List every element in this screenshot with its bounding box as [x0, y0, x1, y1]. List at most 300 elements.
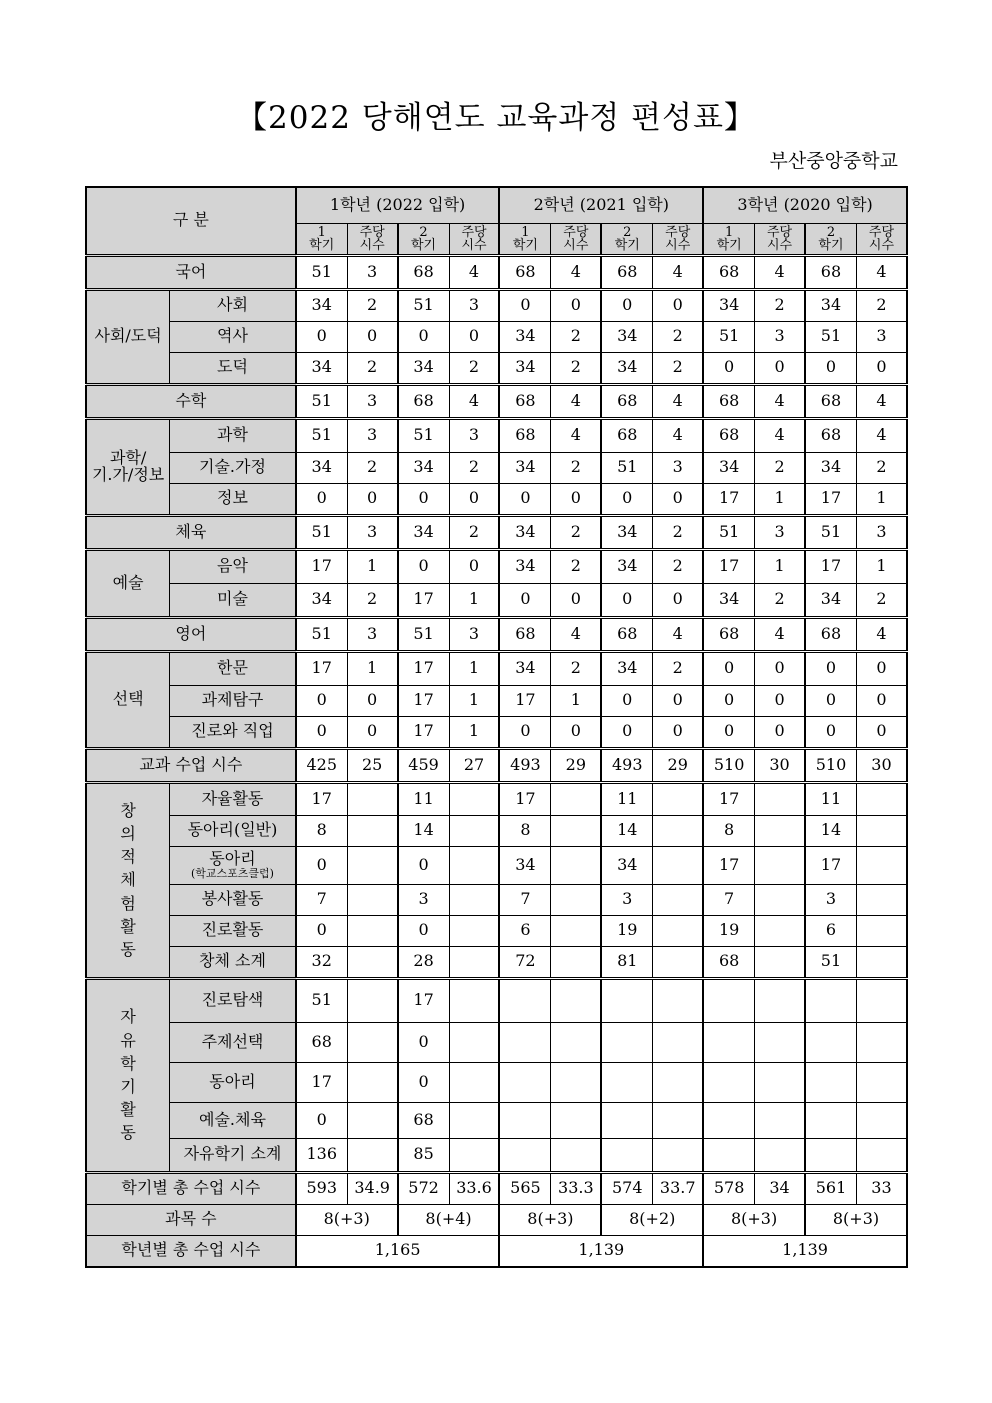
value-cell: 4 — [653, 384, 703, 418]
value-cell: 1 — [449, 651, 499, 685]
value-cell: 51 — [805, 515, 856, 549]
empty-cell — [856, 946, 907, 978]
value-cell: 1,165 — [296, 1235, 500, 1267]
empty-cell — [347, 978, 397, 1022]
table-row — [86, 978, 907, 1022]
value-cell: 2 — [347, 289, 397, 321]
row-label: 과학 — [170, 418, 296, 452]
value-cell: 0 — [398, 483, 449, 515]
header-sem1: 1 학기 — [703, 223, 754, 255]
value-cell: 2 — [551, 321, 601, 352]
value-cell: 34 — [499, 321, 550, 352]
value-cell: 14 — [398, 815, 449, 846]
empty-cell — [755, 846, 805, 884]
value-cell: 1 — [347, 549, 397, 583]
value-cell: 17 — [805, 846, 856, 884]
empty-cell — [499, 978, 550, 1022]
table-row — [86, 483, 907, 515]
value-cell: 68 — [703, 255, 754, 289]
value-cell: 1,139 — [499, 1235, 703, 1267]
row-label: 수학 — [86, 384, 296, 418]
table-row — [86, 384, 907, 418]
value-cell: 68 — [703, 418, 754, 452]
value-cell: 34 — [398, 515, 449, 549]
value-cell: 68 — [601, 255, 652, 289]
value-cell: 29 — [551, 748, 601, 782]
empty-cell — [601, 1062, 652, 1102]
value-cell: 510 — [805, 748, 856, 782]
value-cell: 7 — [499, 884, 550, 915]
header-sem2: 2 학기 — [601, 223, 652, 255]
header-weekly: 주당 시수 — [551, 223, 601, 255]
value-cell: 2 — [755, 583, 805, 617]
value-cell: 0 — [703, 352, 754, 384]
empty-cell — [499, 1138, 550, 1172]
value-cell: 25 — [347, 748, 397, 782]
value-cell: 0 — [296, 915, 347, 946]
value-cell: 34 — [296, 352, 347, 384]
empty-cell — [601, 978, 652, 1022]
empty-cell — [449, 846, 499, 884]
empty-cell — [755, 946, 805, 978]
empty-cell — [449, 1062, 499, 1102]
value-cell: 51 — [805, 321, 856, 352]
value-cell: 4 — [551, 418, 601, 452]
value-cell: 11 — [805, 782, 856, 815]
value-cell: 4 — [755, 384, 805, 418]
value-cell: 51 — [296, 617, 347, 651]
value-cell: 68 — [398, 255, 449, 289]
empty-cell — [551, 915, 601, 946]
value-cell: 2 — [347, 452, 397, 483]
value-cell: 3 — [347, 515, 397, 549]
row-label: 영어 — [86, 617, 296, 651]
row-label: 국어 — [86, 255, 296, 289]
value-cell: 0 — [296, 1102, 347, 1138]
value-cell: 0 — [449, 483, 499, 515]
value-cell: 8(+3) — [703, 1204, 805, 1235]
empty-cell — [449, 915, 499, 946]
value-cell: 51 — [398, 418, 449, 452]
empty-cell — [703, 1102, 754, 1138]
value-cell: 51 — [296, 515, 347, 549]
empty-cell — [551, 884, 601, 915]
value-cell: 0 — [856, 685, 907, 716]
empty-cell — [805, 978, 856, 1022]
value-cell: 0 — [601, 583, 652, 617]
row-label: 창체 소계 — [170, 946, 296, 978]
header-sem2: 2 학기 — [805, 223, 856, 255]
row-label: 자유학기 소계 — [170, 1138, 296, 1172]
empty-cell — [856, 1062, 907, 1102]
value-cell: 34 — [805, 583, 856, 617]
table-row — [86, 1022, 907, 1062]
value-cell: 27 — [449, 748, 499, 782]
group-label: 선택 — [86, 651, 170, 748]
value-cell: 34 — [601, 515, 652, 549]
value-cell: 0 — [296, 685, 347, 716]
empty-cell — [347, 846, 397, 884]
value-cell: 4 — [449, 384, 499, 418]
empty-cell — [551, 946, 601, 978]
empty-cell — [755, 815, 805, 846]
row-label: 과제탐구 — [170, 685, 296, 716]
value-cell: 0 — [755, 651, 805, 685]
empty-cell — [703, 978, 754, 1022]
value-cell: 2 — [856, 452, 907, 483]
value-cell: 0 — [551, 583, 601, 617]
value-cell: 34 — [601, 549, 652, 583]
value-cell: 2 — [449, 352, 499, 384]
empty-cell — [653, 1062, 703, 1102]
empty-cell — [449, 1102, 499, 1138]
empty-cell — [856, 815, 907, 846]
value-cell: 0 — [347, 483, 397, 515]
table-row — [86, 946, 907, 978]
row-label: 학기별 총 수업 시수 — [86, 1172, 296, 1204]
value-cell: 0 — [601, 289, 652, 321]
empty-cell — [856, 1102, 907, 1138]
value-cell: 51 — [601, 452, 652, 483]
value-cell: 2 — [653, 352, 703, 384]
value-cell: 593 — [296, 1172, 347, 1204]
header-category: 구 분 — [86, 187, 296, 255]
row-label: 주제선택 — [170, 1022, 296, 1062]
value-cell: 30 — [856, 748, 907, 782]
table-row — [86, 651, 907, 685]
value-cell: 7 — [703, 884, 754, 915]
value-cell: 0 — [601, 716, 652, 748]
value-cell: 4 — [551, 617, 601, 651]
value-cell: 29 — [653, 748, 703, 782]
empty-cell — [755, 782, 805, 815]
value-cell: 1 — [449, 716, 499, 748]
value-cell: 2 — [551, 452, 601, 483]
empty-cell — [551, 1138, 601, 1172]
empty-cell — [653, 978, 703, 1022]
page-title: 【2022 당해연도 교육과정 편성표】 — [236, 100, 756, 136]
value-cell: 68 — [703, 946, 754, 978]
empty-cell — [805, 1022, 856, 1062]
value-cell: 510 — [703, 748, 754, 782]
value-cell: 33.3 — [551, 1172, 601, 1204]
row-label: 학년별 총 수업 시수 — [86, 1235, 296, 1267]
value-cell: 8(+4) — [398, 1204, 500, 1235]
empty-cell — [653, 915, 703, 946]
value-cell: 4 — [551, 255, 601, 289]
value-cell: 34 — [703, 452, 754, 483]
value-cell: 34 — [499, 515, 550, 549]
header-weekly: 주당 시수 — [653, 223, 703, 255]
empty-cell — [347, 1022, 397, 1062]
value-cell: 17 — [398, 685, 449, 716]
empty-cell — [347, 946, 397, 978]
empty-cell — [449, 946, 499, 978]
value-cell: 68 — [499, 617, 550, 651]
value-cell: 136 — [296, 1138, 347, 1172]
value-cell: 17 — [703, 549, 754, 583]
group-label: 예술 — [86, 549, 170, 617]
value-cell: 2 — [449, 515, 499, 549]
empty-cell — [653, 884, 703, 915]
table-row — [86, 915, 907, 946]
header-sem1: 1 학기 — [296, 223, 347, 255]
empty-cell — [551, 1102, 601, 1138]
value-cell: 0 — [398, 1062, 449, 1102]
empty-cell — [449, 815, 499, 846]
empty-cell — [347, 915, 397, 946]
value-cell: 34 — [398, 452, 449, 483]
value-cell: 3 — [856, 515, 907, 549]
value-cell: 8 — [703, 815, 754, 846]
value-cell: 68 — [805, 255, 856, 289]
empty-cell — [347, 1138, 397, 1172]
school-name: 부산중앙중학교 — [769, 150, 898, 172]
value-cell: 1 — [856, 483, 907, 515]
value-cell: 2 — [653, 515, 703, 549]
value-cell: 561 — [805, 1172, 856, 1204]
value-cell: 8(+3) — [499, 1204, 601, 1235]
value-cell: 0 — [398, 1022, 449, 1062]
value-cell: 33.6 — [449, 1172, 499, 1204]
value-cell: 459 — [398, 748, 449, 782]
value-cell: 572 — [398, 1172, 449, 1204]
value-cell: 34 — [601, 321, 652, 352]
value-cell: 8 — [296, 815, 347, 846]
value-cell: 0 — [653, 685, 703, 716]
empty-cell — [653, 846, 703, 884]
value-cell: 0 — [398, 321, 449, 352]
row-label: 기술.가정 — [170, 452, 296, 483]
value-cell: 30 — [755, 748, 805, 782]
value-cell: 34 — [805, 452, 856, 483]
table-row — [86, 289, 907, 321]
value-cell: 51 — [296, 978, 347, 1022]
value-cell: 1 — [755, 549, 805, 583]
value-cell: 51 — [398, 617, 449, 651]
value-cell: 7 — [296, 884, 347, 915]
value-cell: 8 — [499, 815, 550, 846]
empty-cell — [805, 1062, 856, 1102]
table-row — [86, 1138, 907, 1172]
value-cell: 0 — [856, 651, 907, 685]
empty-cell — [755, 884, 805, 915]
value-cell: 0 — [449, 549, 499, 583]
empty-cell — [347, 815, 397, 846]
empty-cell — [856, 1138, 907, 1172]
value-cell: 32 — [296, 946, 347, 978]
value-cell: 72 — [499, 946, 550, 978]
header-grade: 1학년 (2022 입학) — [296, 187, 500, 223]
value-cell: 17 — [703, 782, 754, 815]
value-cell: 17 — [805, 549, 856, 583]
value-cell: 3 — [347, 255, 397, 289]
value-cell: 17 — [296, 549, 347, 583]
value-cell: 1 — [551, 685, 601, 716]
value-cell: 4 — [856, 384, 907, 418]
empty-cell — [755, 1062, 805, 1102]
value-cell: 2 — [653, 549, 703, 583]
empty-cell — [856, 978, 907, 1022]
value-cell: 2 — [347, 583, 397, 617]
table-row — [86, 782, 907, 815]
empty-cell — [653, 815, 703, 846]
value-cell: 3 — [347, 617, 397, 651]
value-cell: 33.7 — [653, 1172, 703, 1204]
table-row — [86, 1204, 907, 1235]
empty-cell — [551, 782, 601, 815]
value-cell: 17 — [805, 483, 856, 515]
table-row — [86, 617, 907, 651]
table-row — [86, 515, 907, 549]
row-label: 과목 수 — [86, 1204, 296, 1235]
value-cell: 4 — [653, 255, 703, 289]
value-cell: 0 — [755, 685, 805, 716]
value-cell: 2 — [856, 289, 907, 321]
value-cell: 34 — [296, 289, 347, 321]
row-label: 진로와 직업 — [170, 716, 296, 748]
empty-cell — [856, 846, 907, 884]
value-cell: 1 — [449, 583, 499, 617]
value-cell: 0 — [347, 321, 397, 352]
empty-cell — [449, 782, 499, 815]
value-cell: 1 — [755, 483, 805, 515]
value-cell: 2 — [755, 289, 805, 321]
value-cell: 14 — [805, 815, 856, 846]
value-cell: 3 — [398, 884, 449, 915]
value-cell: 51 — [805, 946, 856, 978]
table-row — [86, 321, 907, 352]
value-cell: 4 — [856, 418, 907, 452]
value-cell: 14 — [601, 815, 652, 846]
value-cell: 51 — [703, 515, 754, 549]
value-cell: 0 — [398, 549, 449, 583]
value-cell: 28 — [398, 946, 449, 978]
value-cell: 493 — [499, 748, 550, 782]
value-cell: 68 — [601, 418, 652, 452]
empty-cell — [703, 1138, 754, 1172]
value-cell: 0 — [856, 716, 907, 748]
value-cell: 34 — [805, 289, 856, 321]
empty-cell — [499, 1102, 550, 1138]
group-label-free: 자 유 학 기 활 동 — [86, 978, 170, 1172]
group-label: 과학/ 기.가/정보 — [86, 418, 170, 515]
empty-cell — [449, 1022, 499, 1062]
value-cell: 565 — [499, 1172, 550, 1204]
curriculum-table — [85, 186, 908, 1268]
row-label: 동아리 — [170, 1062, 296, 1102]
empty-cell — [653, 782, 703, 815]
value-cell: 34 — [296, 583, 347, 617]
value-cell: 68 — [703, 384, 754, 418]
value-cell: 0 — [755, 716, 805, 748]
value-cell: 8(+2) — [601, 1204, 703, 1235]
value-cell: 17 — [398, 583, 449, 617]
value-cell: 68 — [499, 418, 550, 452]
value-cell: 0 — [296, 716, 347, 748]
value-cell: 0 — [653, 289, 703, 321]
row-label: 도덕 — [170, 352, 296, 384]
empty-cell — [653, 1022, 703, 1062]
table-row — [86, 549, 907, 583]
empty-cell — [347, 782, 397, 815]
row-label: 동아리(일반) — [170, 815, 296, 846]
value-cell: 0 — [296, 846, 347, 884]
row-label: 진로활동 — [170, 915, 296, 946]
value-cell: 4 — [449, 255, 499, 289]
value-cell: 68 — [601, 384, 652, 418]
value-cell: 17 — [398, 978, 449, 1022]
value-cell: 3 — [755, 515, 805, 549]
value-cell: 51 — [296, 255, 347, 289]
value-cell: 3 — [601, 884, 652, 915]
value-cell: 1 — [856, 549, 907, 583]
value-cell: 68 — [805, 418, 856, 452]
value-cell: 0 — [551, 289, 601, 321]
value-cell: 0 — [551, 716, 601, 748]
value-cell: 1 — [449, 685, 499, 716]
value-cell: 0 — [755, 352, 805, 384]
table-row — [86, 1235, 907, 1267]
value-cell: 0 — [347, 716, 397, 748]
value-cell: 17 — [398, 651, 449, 685]
row-label: 체육 — [86, 515, 296, 549]
value-cell: 17 — [703, 483, 754, 515]
value-cell: 6 — [499, 915, 550, 946]
value-cell: 68 — [601, 617, 652, 651]
value-cell: 4 — [856, 617, 907, 651]
value-cell: 34 — [499, 352, 550, 384]
value-cell: 34 — [499, 452, 550, 483]
value-cell: 11 — [601, 782, 652, 815]
value-cell: 3 — [856, 321, 907, 352]
value-cell: 4 — [755, 617, 805, 651]
value-cell: 51 — [398, 289, 449, 321]
value-cell: 34 — [601, 651, 652, 685]
row-label: 봉사활동 — [170, 884, 296, 915]
value-cell: 68 — [499, 255, 550, 289]
value-cell: 4 — [755, 255, 805, 289]
empty-cell — [703, 1062, 754, 1102]
value-cell: 34 — [398, 352, 449, 384]
value-cell: 2 — [347, 352, 397, 384]
value-cell: 3 — [347, 384, 397, 418]
empty-cell — [856, 782, 907, 815]
table-row — [86, 815, 907, 846]
table-row — [86, 748, 907, 782]
value-cell: 0 — [653, 716, 703, 748]
value-cell: 4 — [551, 384, 601, 418]
value-cell: 2 — [551, 352, 601, 384]
value-cell: 6 — [805, 915, 856, 946]
value-cell: 425 — [296, 748, 347, 782]
value-cell: 3 — [347, 418, 397, 452]
value-cell: 0 — [296, 483, 347, 515]
value-cell: 17 — [296, 1062, 347, 1102]
value-cell: 0 — [601, 483, 652, 515]
value-cell: 34 — [703, 583, 754, 617]
value-cell: 34 — [703, 289, 754, 321]
value-cell: 0 — [499, 716, 550, 748]
value-cell: 0 — [805, 651, 856, 685]
table-row — [86, 685, 907, 716]
value-cell: 4 — [755, 418, 805, 452]
header-grade: 3학년 (2020 입학) — [703, 187, 907, 223]
value-cell: 2 — [449, 452, 499, 483]
value-cell: 3 — [449, 617, 499, 651]
value-cell: 34 — [601, 846, 652, 884]
value-cell: 4 — [653, 418, 703, 452]
